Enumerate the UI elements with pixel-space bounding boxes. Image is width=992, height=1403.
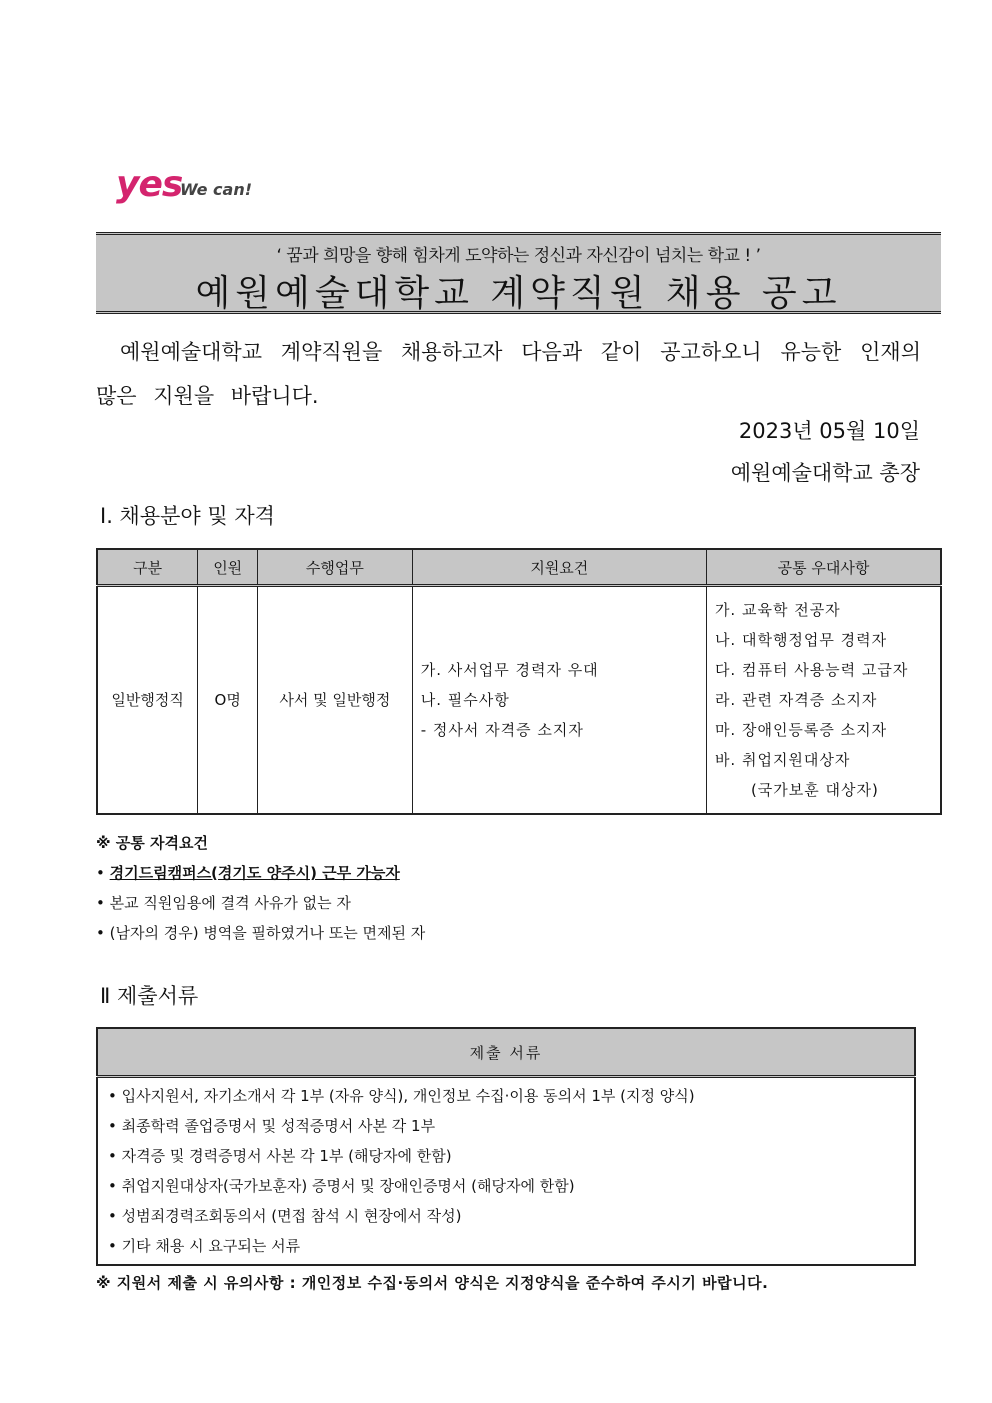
preference-item: 라. 관련 자격증 소지자 bbox=[714, 690, 878, 709]
requirement-item: - 정사서 자격증 소지자 bbox=[420, 720, 584, 739]
header-preferences: 공통 우대사항 bbox=[706, 549, 941, 586]
document-item: • 취업지원대상자(국가보훈자) 증명서 및 장애인증명서 (해당자에 한함) bbox=[108, 1171, 904, 1201]
cell-preferences bbox=[706, 586, 941, 814]
notes-title: ※ 공통 자격요건 bbox=[96, 834, 208, 852]
header-requirements: 지원요건 bbox=[412, 549, 706, 586]
signer: 예원예술대학교 총장 bbox=[730, 461, 920, 485]
section1-heading: Ⅰ. 채용분야 및 자격 bbox=[100, 504, 275, 528]
documents-list bbox=[97, 1077, 915, 1266]
header-count: 인원 bbox=[198, 549, 258, 586]
document-item: • 자격증 및 경력증명서 사본 각 1부 (해당자에 한함) bbox=[108, 1141, 904, 1171]
note-item: • 경기드림캠퍼스(경기도 양주시) 근무 가능자 bbox=[96, 858, 425, 888]
header-duty: 수행업무 bbox=[258, 549, 413, 586]
cell-requirements bbox=[412, 586, 706, 814]
announcement-date: 2023년 05월 10일 bbox=[738, 419, 920, 443]
logo-main-text: yes bbox=[116, 164, 183, 205]
preference-item: 마. 장애인등록증 소지자 bbox=[714, 720, 888, 739]
page-title: 예원예술대학교 계약직원 채용 공고 bbox=[195, 273, 842, 314]
document-item: • 최종학력 졸업증명서 및 성적증명서 사본 각 1부 bbox=[108, 1111, 904, 1141]
document-item: • 기타 채용 시 요구되는 서류 bbox=[108, 1231, 904, 1261]
document-item: • 입사지원서, 자기소개서 각 1부 (자유 양식), 개인정보 수집·이용 동의서 1부 (지정 양식) bbox=[108, 1081, 904, 1111]
banner-subtitle: ‘ 꿈과 희망을 향해 힘차게 도약하는 정신과 자신감이 넘치는 학교 ! ’ bbox=[276, 246, 761, 266]
footer-notice: ※ 지원서 제출 시 유의사항 : 개인정보 수집·동의서 양식은 지정양식을 준수하여 주시기 바랍니다. bbox=[96, 1274, 769, 1292]
note-item: • (남자의 경우) 병역을 필하였거나 또는 면제된 자 bbox=[96, 918, 425, 948]
logo bbox=[116, 160, 256, 212]
requirement-item: 가. 사서업무 경력자 우대 bbox=[420, 660, 599, 679]
cell-count: O명 bbox=[198, 586, 258, 814]
preference-item: 다. 컴퓨터 사용능력 고급자 bbox=[714, 660, 909, 679]
documents-header: 제출 서류 bbox=[97, 1028, 915, 1077]
requirement-item: 나. 필수사항 bbox=[420, 690, 510, 709]
cell-category: 일반행정직 bbox=[97, 586, 198, 814]
positions-table bbox=[96, 548, 942, 815]
logo-sub-text: We can! bbox=[180, 180, 253, 199]
documents-table bbox=[96, 1027, 916, 1266]
intro-text: 예원예술대학교 계약직원을 채용하고자 다음과 같이 공고하오니 유능한 인재의 많은 지원을 바랍니다. bbox=[96, 340, 921, 408]
preference-item: (국가보훈 대상자) bbox=[750, 780, 879, 799]
section2-heading: Ⅱ 제출서류 bbox=[100, 984, 199, 1008]
document-item: • 성범죄경력조회동의서 (면접 참석 시 현장에서 작성) bbox=[108, 1201, 904, 1231]
intro-paragraph bbox=[96, 330, 921, 418]
cell-duty: 사서 및 일반행정 bbox=[258, 586, 413, 814]
preference-item: 나. 대학행정업무 경력자 bbox=[714, 630, 888, 649]
preference-item: 가. 교육학 전공자 bbox=[714, 600, 841, 619]
header-category: 구분 bbox=[97, 549, 198, 586]
preference-item: 바. 취업지원대상자 bbox=[714, 750, 851, 769]
note-item: • 본교 직원임용에 결격 사유가 없는 자 bbox=[96, 888, 425, 918]
common-requirements bbox=[96, 828, 425, 948]
title-banner bbox=[96, 232, 941, 314]
